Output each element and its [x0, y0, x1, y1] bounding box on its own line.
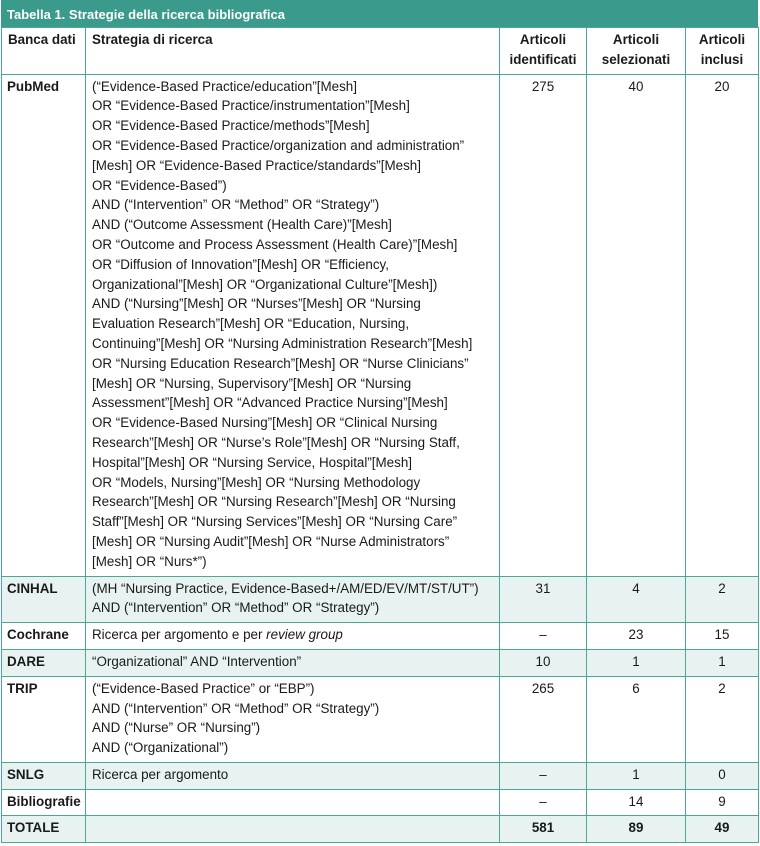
cell-included: 2	[686, 576, 759, 623]
caption-label: Tabella 1.	[7, 7, 66, 22]
cell-included: 49	[686, 816, 759, 843]
strategy-line: AND (“Intervention” OR “Method” OR “Strategy”)	[92, 700, 380, 716]
strategy-line: [Mesh] OR “Nurs*”)	[92, 553, 207, 569]
cell-database: Bibliografie	[2, 789, 86, 816]
cell-selected: 23	[587, 623, 686, 650]
cell-included: 20	[686, 74, 759, 576]
cell-database: DARE	[2, 649, 86, 676]
table-caption	[1, 0, 758, 27]
cell-identified: 31	[500, 576, 587, 623]
cell-selected: 14	[587, 789, 686, 816]
header-strategy: Strategia di ricerca	[86, 28, 500, 75]
strategy-line: OR “Diffusion of Innovation”[Mesh] OR “Efficiency,	[92, 256, 389, 272]
cell-database: Cochrane	[2, 623, 86, 650]
strategy-line: Continuing”[Mesh] OR “Nursing Administration Research”[Mesh]	[92, 335, 473, 351]
cell-identified: 10	[500, 649, 587, 676]
header-included: Articoli inclusi	[686, 28, 759, 75]
table-row	[2, 816, 759, 843]
header-row	[2, 28, 759, 75]
cell-included: 1	[686, 649, 759, 676]
strategy-line: Evaluation Research”[Mesh] OR “Education, Nursing,	[92, 316, 410, 332]
strategy-line: AND (“Nurse” OR “Nursing”)	[92, 720, 261, 736]
strategy-line: Assessment”[Mesh] OR “Advanced Practice Nursing”[Mesh]	[92, 395, 448, 411]
strategy-line: AND (“Nursing”[Mesh] OR “Nurses”[Mesh] OR “Nursing	[92, 296, 421, 312]
strategy-line: OR “Evidence-Based Nursing”[Mesh] OR “Clinical Nursing	[92, 415, 438, 431]
strategy-line	[92, 792, 493, 812]
cell-included: 15	[686, 623, 759, 650]
cell-strategy	[86, 762, 500, 789]
strategy-line: AND (“Outcome Assessment (Health Care)”[Mesh]	[92, 217, 392, 233]
cell-database: SNLG	[2, 762, 86, 789]
strategy-line: Research”[Mesh] OR “Nursing Research”[Mesh] OR “Nursing	[92, 494, 456, 510]
cell-selected: 40	[587, 74, 686, 576]
strategy-line: OR “Evidence-Based Practice/organization and administration”	[92, 137, 465, 153]
cell-included: 0	[686, 762, 759, 789]
strategy-line: AND (“Intervention” OR “Method” OR “Strategy”)	[92, 197, 380, 213]
strategy-text: Ricerca per argomento e per	[92, 627, 267, 643]
strategy-line: [Mesh] OR “Nursing Audit”[Mesh] OR “Nurse Administrators”	[92, 533, 450, 549]
header-identified: Articoli identificati	[500, 28, 587, 75]
strategy-line: AND (“Intervention” OR “Method” OR “Strategy”)	[92, 600, 380, 616]
table-row	[2, 789, 759, 816]
header-selected: Articoli selezionati	[587, 28, 686, 75]
strategy-line: Research”[Mesh] OR “Nurse’s Role”[Mesh] OR “Nursing Staff,	[92, 434, 460, 450]
table-row	[2, 676, 759, 762]
strategy-line: [Mesh] OR “Nursing, Supervisory”[Mesh] OR “Nursing	[92, 375, 412, 391]
table-row	[2, 649, 759, 676]
cell-included: 9	[686, 789, 759, 816]
cell-strategy	[86, 576, 500, 623]
cell-included: 2	[686, 676, 759, 762]
strategy-line: OR “Evidence-Based”)	[92, 177, 227, 193]
strategy-line: “Organizational” AND “Intervention”	[92, 653, 302, 669]
strategy-line: (“Evidence-Based Practice” or “EBP”)	[92, 680, 315, 696]
cell-database: CINHAL	[2, 576, 86, 623]
cell-selected: 1	[587, 649, 686, 676]
strategy-line: OR “Nursing Education Research”[Mesh] OR “Nurse Clinicians”	[92, 355, 469, 371]
strategy-line: OR “Evidence-Based Practice/instrumentation”[Mesh]	[92, 98, 410, 114]
strategy-line: (“Evidence-Based Practice/education”[Mesh]	[92, 78, 357, 94]
cell-strategy	[86, 789, 500, 816]
cell-database: PubMed	[2, 74, 86, 576]
strategy-line: Hospital”[Mesh] OR “Nursing Service, Hospital”[Mesh]	[92, 454, 412, 470]
strategy-line: (MH “Nursing Practice, Evidence-Based+/AM/ED/EV/MT/ST/UT”)	[92, 580, 479, 596]
strategy-line: Organizational”[Mesh] OR “Organizational Culture”[Mesh])	[92, 276, 438, 292]
cell-selected: 4	[587, 576, 686, 623]
cell-selected: 89	[587, 816, 686, 843]
strategy-line: OR “Evidence-Based Practice/methods”[Mesh]	[92, 118, 370, 134]
cell-identified: –	[500, 789, 587, 816]
cell-strategy	[86, 623, 500, 650]
cell-identified: –	[500, 623, 587, 650]
table-row	[2, 762, 759, 789]
strategy-line: AND (“Organizational”)	[92, 740, 229, 756]
cell-selected: 1	[587, 762, 686, 789]
cell-database: TRIP	[2, 676, 86, 762]
table-container	[1, 0, 758, 843]
strategy-line: Ricerca per argomento	[92, 766, 229, 782]
header-db: Banca dati	[2, 28, 86, 75]
strategy-line	[92, 818, 493, 838]
cell-identified: 275	[500, 74, 587, 576]
cell-selected: 6	[587, 676, 686, 762]
strategy-line: [Mesh] OR “Evidence-Based Practice/standards”[Mesh]	[92, 157, 421, 173]
cell-strategy	[86, 649, 500, 676]
table-row	[2, 576, 759, 623]
table-row	[2, 74, 759, 576]
cell-strategy	[86, 676, 500, 762]
cell-database: TOTALE	[2, 816, 86, 843]
strategy-line: OR “Outcome and Process Assessment (Health Care)”[Mesh]	[92, 236, 458, 252]
cell-identified: 581	[500, 816, 587, 843]
caption-title: Strategie della ricerca bibliografica	[68, 7, 285, 22]
strategy-line: Staff”[Mesh] OR “Nursing Services”[Mesh] OR “Nursing Care”	[92, 514, 458, 530]
cell-strategy	[86, 74, 500, 576]
search-strategy-table	[1, 27, 759, 843]
strategy-italic-text: review group	[266, 627, 343, 643]
cell-identified: 265	[500, 676, 587, 762]
cell-strategy	[86, 816, 500, 843]
cell-identified: –	[500, 762, 587, 789]
table-row	[2, 623, 759, 650]
strategy-line: OR “Models, Nursing”[Mesh] OR “Nursing Methodology	[92, 474, 421, 490]
